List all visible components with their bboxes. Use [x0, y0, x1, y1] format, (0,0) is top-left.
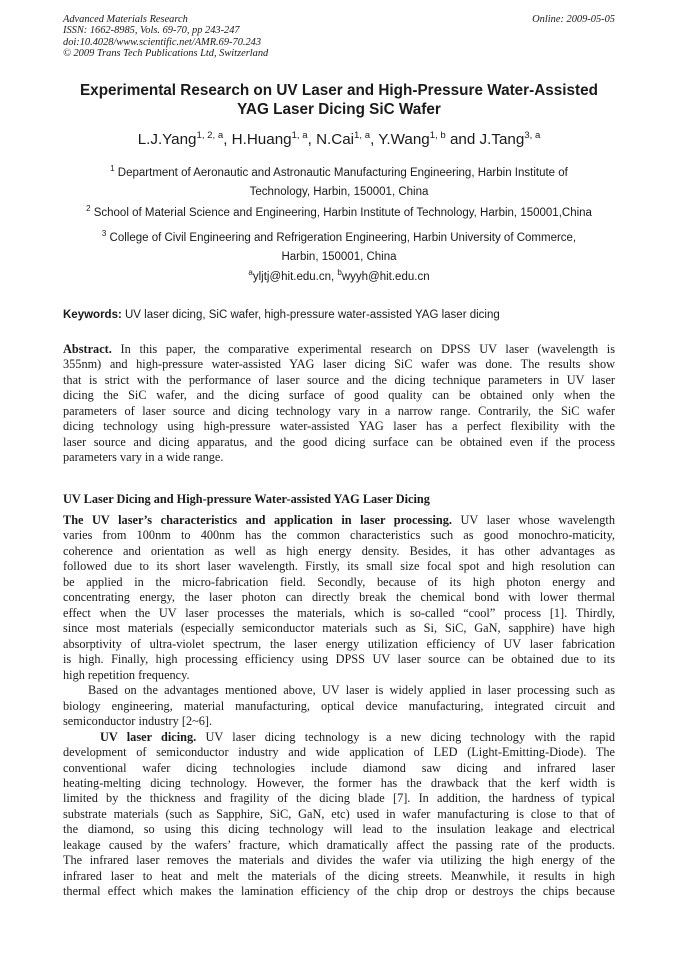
- author-sep: ,: [370, 131, 379, 148]
- text-span: In this paper, the comparative experimental research on DPSS UV laser (wavelength is: [111, 342, 615, 356]
- text-line: coherence and orientation as well as high energy density. Besides, it has other advantages as: [63, 543, 615, 558]
- text-span: UV laser whose wavelength: [451, 513, 615, 527]
- affiliation-num: 2: [86, 204, 91, 213]
- text-line: thermal effect which makes the lamination efficiency of the chip drop or destroys the chips because: [63, 884, 615, 899]
- journal-name: Advanced Materials Research: [63, 14, 188, 25]
- online-date-text: Online: 2009-05-05: [532, 14, 615, 25]
- doi-line: doi:10.4028/www.scientific.net/AMR.69-70.243: [63, 36, 262, 48]
- online-date: [532, 14, 615, 25]
- text-line: varies from 100nm to 400nm has the common characteristics such as good monochro-maticity,: [63, 528, 615, 543]
- email-sep: ,: [331, 271, 338, 283]
- author: [316, 131, 378, 148]
- text-line: since most materials (especially semiconductor materials such as Si, SiC, GaN, sapphire) have high: [63, 621, 615, 636]
- text-line: concentrating energy, the laser photon can directly break the chemical bond with lower thermal: [63, 590, 615, 605]
- author: [378, 131, 479, 148]
- author-name: L.J.Yang: [137, 131, 197, 148]
- author-sep: and: [445, 131, 480, 148]
- text-line: [63, 342, 615, 357]
- text-line: is high. Finally, high processing efficiency using DPSS UV laser source can be obtained due to its: [63, 652, 615, 667]
- affiliation-line: Harbin, 150001, China: [281, 251, 397, 263]
- author-name: H.Huang: [231, 131, 292, 148]
- text-line: the diamond, so using this dicing technology will lead to the insulation leakage and electrical: [63, 822, 615, 837]
- text-line: followed due to its short laser wavelength. Firstly, its small size focal spot and high resolution can: [63, 559, 615, 574]
- author: [138, 131, 232, 148]
- email-line: [40, 269, 638, 285]
- text-line: laser source and dicing apparatus, and the good dicing surface can be obtained even if the process: [63, 434, 615, 449]
- email-sup: a: [248, 268, 253, 277]
- text-span: UV laser dicing technology is a new dicing technology with the rapid: [196, 729, 615, 744]
- author-name: Y.Wang: [378, 131, 430, 148]
- journal-header: [63, 14, 268, 60]
- text-line: high repetition frequency.: [63, 667, 190, 682]
- author-name: N.Cai: [316, 131, 355, 148]
- issn-line: ISSN: 1662-8985, Vols. 69-70, pp 243-247: [63, 25, 240, 37]
- text-line: infrared laser to heat and melt the materials of the dicing streets. Meanwhile, it results in high: [63, 868, 615, 883]
- text-line: substrate materials (such as Sapphire, SiC, GaN, etc) used in wafer manufacturing is close to that of: [63, 806, 615, 821]
- title-line-2: YAG Laser Dicing SiC Wafer: [237, 101, 441, 118]
- abstract-label: Abstract.: [63, 342, 112, 356]
- affiliation-num: 3: [101, 229, 107, 238]
- author-sup: 1, 2, a: [196, 130, 224, 141]
- text-line: semiconductor industry [2~6].: [63, 714, 213, 729]
- text-line: development of semiconductor industry and wide application of LED (Light-Emitting-Diode). The: [63, 745, 615, 760]
- run-in-heading: The UV laser’s characteristics and application in laser processing.: [63, 513, 452, 527]
- affiliation-1: [58, 164, 620, 202]
- text-line: Based on the advantages mentioned above, UV laser is widely applied in laser processing such as: [63, 683, 615, 698]
- text-line: parameters vary in a wide range.: [63, 450, 224, 465]
- affiliation-line: [40, 204, 638, 223]
- affiliation-line: [58, 229, 620, 248]
- affiliation-text: Department of Aeronautic and Astronautic Manufacturing Engineering, Harbin Institute of: [117, 167, 568, 179]
- affiliation-line: [58, 164, 620, 183]
- affiliation-3: [58, 229, 620, 267]
- text-line: heating-melting dicing technology. However, the former has the drawback that the kerf width is: [63, 775, 615, 790]
- keywords-text: UV laser dicing, SiC wafer, high-pressure water-assisted YAG laser dicing: [125, 309, 500, 321]
- paper-title: [40, 81, 638, 119]
- text-line: effect when the UV laser processes the materials, which is so-called “cool” process [1]. Thirdly,: [63, 605, 615, 620]
- affiliation-line: Technology, Harbin, 150001, China: [249, 186, 429, 198]
- text-line: absorptivity of ultra-violet spectrum, the laser energy utilization efficiency of UV laser fabrication: [63, 636, 615, 651]
- author: [232, 131, 316, 148]
- keywords-label: Keywords:: [63, 309, 122, 321]
- affiliation-text: College of Civil Engineering and Refrigeration Engineering, Harbin University of Commerce,: [109, 232, 577, 244]
- author-sup: 3, a: [524, 130, 541, 141]
- keywords: [63, 307, 615, 323]
- text-line: limited by the thickness and fragility of the dicing blade [7]. In addition, the hardness of typical: [63, 791, 615, 806]
- author-list: [40, 130, 638, 150]
- author-sup: 1, a: [354, 130, 371, 141]
- text-line: dicing the SiC wafer, and the dicing surface of good quality can be obtained only when the: [63, 388, 615, 403]
- text-line: that is strict with the performance of laser source and the dicing technique parameters in UV laser: [63, 372, 615, 387]
- author-sep: ,: [223, 131, 232, 148]
- text-line: The infrared laser removes the materials and divides the wafer via utilizing the high energy of the: [63, 853, 615, 868]
- text-line: [63, 513, 615, 528]
- author-sup: 1, a: [291, 130, 308, 141]
- text-line: 355nm) and high-pressure water-assisted YAG laser dicing SiC wafer was done. The results show: [63, 357, 615, 372]
- section-heading: UV Laser Dicing and High-pressure Water-assisted YAG Laser Dicing: [63, 492, 430, 506]
- affiliation-2: [40, 204, 638, 223]
- author: [480, 131, 541, 148]
- text-line: dicing technology using high-pressure water-assisted YAG laser has a perfect flexibility with the: [63, 419, 615, 434]
- abstract: [63, 342, 615, 466]
- author-sup: 1, b: [429, 130, 446, 141]
- text-line: leakage caused by the wafers’ fracture, which dramatically affect the passing rate of the products.: [63, 837, 615, 852]
- text-line: biology engineering, material manufacturing, optical device manufacturing, integrated circuit and: [63, 698, 615, 713]
- title-line-1: Experimental Research on UV Laser and High-Pressure Water-Assisted: [79, 82, 598, 99]
- email-link[interactable]: yljtj@hit.edu.cn: [252, 271, 331, 283]
- affiliation-num: 1: [110, 164, 115, 173]
- text-line: parameters of laser source and dicing technology vary in a narrow range. Contrarily, the SiC wafer: [63, 403, 615, 418]
- email-link[interactable]: wyyh@hit.edu.cn: [341, 271, 430, 283]
- paragraph-uv-characteristics: [63, 513, 615, 900]
- run-in-heading: UV laser dicing.: [63, 729, 197, 744]
- affiliation-text: School of Material Science and Engineering, Harbin Institute of Technology, Harbin, 150001,China: [93, 207, 592, 219]
- text-line: be applied in the micro-fabrication field. Secondly, because of its high photon energy and: [63, 574, 615, 589]
- text-line: [63, 730, 615, 745]
- text-line: conventional wafer dicing technologies include diamond saw dicing and infrared laser: [63, 760, 615, 775]
- email-sup: b: [337, 268, 342, 277]
- author-name: J.Tang: [479, 131, 525, 148]
- author-sep: ,: [307, 131, 317, 148]
- copyright-line: © 2009 Trans Tech Publications Ltd, Switzerland: [63, 48, 269, 60]
